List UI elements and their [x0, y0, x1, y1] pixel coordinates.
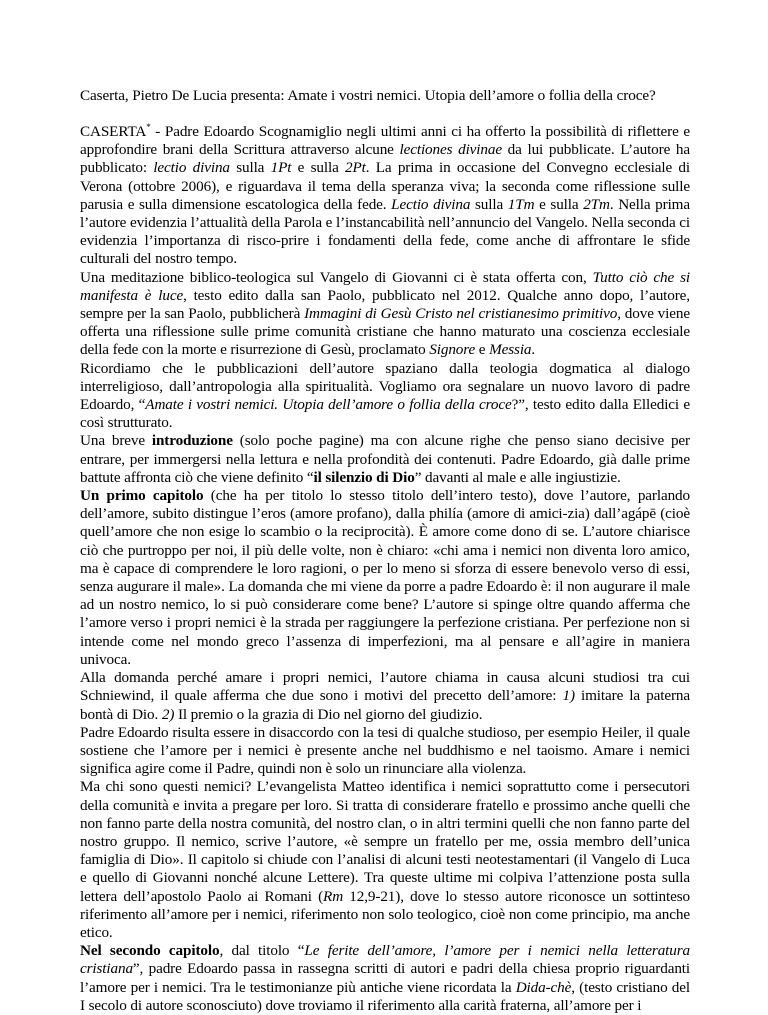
paragraph-intro: CASERTA* - Padre Edoardo Scognamiglio negli ultimi anni ci ha offerto la possibilità di riflettere e approfondire brani della Scrittura attraverso alcune lectiones divinae da lui pubblicate. L’autore ha pubblicato: lectio divina sulla 1Pt e sulla 2Pt. La prima in occasione del Convegno ecclesiale di Verona (ottobre 2006), e riguardava il tema della speranza viva; la seconda come riflessione sulle parusia e sulla dimensione escatologica della fede. Lectio divina sulla 1Tm e sulla 2Tm. Nella prima l’autore evidenzia l’attualità della Parola e l’instancabilità nell’annuncio del Vangelo. Nella seconda ci evidenzia l’importanza di risco-prire i fondamenti della fede, come anche di affrontare le sfide culturali del nostro tempo.	[80, 121, 690, 268]
paragraph-chapter-one: Un primo capitolo (che ha per titolo lo stesso titolo dell’intero testo), dove l’autore, parlando dell’amore, subito distingue l’eros (amore profano), dalla philía (amore di amici-zia) dall’agápē (cioè quell’amore che non esige lo scambio o la reciprocità). È amore come dono di se. L’autore chiarisce ciò che purtroppo per noi, il più delle volte, non è chiaro: «chi ama i nemici non diventa loro amico, ma è capace di comprendere le loro ragioni, o per lo meno si sforza di essere benevolo verso di essi, senza augurare il male». La domanda che mi viene da porre a padre Edoardo è: il non augurare il male ad un nostro nemico, lo si può considerare come bene? L’autore si spinge oltre quando afferma che l’amore verso i propri nemici è la strada per raggiungere la perfezione cristiana. Per perfezione non si intende come nel mondo greco l’assenza di imperfezioni, ma al pensare e all’agire in maniera univoca.	[80, 487, 690, 668]
paragraph-disagreement: Padre Edoardo risulta essere in disaccordo con la tesi di qualche studioso, per esempio Heiler, il quale sostiene che l’amore per i nemici è presente anche nel buddhismo e nel taoismo. Amare i nemici significa agire come il Padre, quindi non è solo un rinunciare alla violenza.	[80, 723, 690, 778]
dateline: CASERTA	[80, 123, 147, 140]
paragraph-meditation: Una meditazione biblico-teologica sul Vangelo di Giovanni ci è stata offerta con, Tutto ciò che si manifesta è luce, testo edito dalla san Paolo, pubblicato nel 2012. Qualche anno dopo, l’autore, sempre per la san Paolo, pubblicherà Immagini di Gesù Cristo nel cristianesimo primitivo, dove viene offerta una riflessione sulle prime comunità cristiane che hanno maturato una coscienza ecclesiale della fede con la morte e risurrezione di Gesù, proclamato Signore e Messia.	[80, 268, 690, 359]
article-body	[80, 123, 690, 1015]
article-title: Caserta, Pietro De Lucia presenta: Amate i vostri nemici. Utopia dell’amore o follia della croce?	[80, 87, 656, 104]
paragraph-motives: Alla domanda perché amare i propri nemici, l’autore chiama in causa alcuni studiosi tra cui Schniewind, il quale afferma che due sono i motivi del precetto dell’amore: 1) imitare la paterna bontà di Dio. 2) Il premio o la grazia di Dio nel giorno del giudizio.	[80, 669, 690, 723]
paragraph-publications: Ricordiamo che le pubblicazioni dell’autore spaziano dalla teologia dogmatica al dialogo interreligioso, dall’antropologia alla spiritualità. Vogliamo ora segnalare un nuovo lavoro di padre Edoardo, “Amate i vostri nemici. Utopia dell’amore o follia della croce?”, testo edito dalla Elledici e così strutturato.	[80, 359, 690, 432]
paragraph-enemies: Ma chi sono questi nemici? L’evangelista Matteo identifica i nemici soprattutto come i persecutori della comunità e invita a pregare per loro. Si tratta di considerare fratello e prossimo anche quelli che non fanno parte della nostra comunità, del nostro clan, o in altri termini quelli che non fanno parte del nostro gruppo. Il nemico, scrive l’autore, «è sempre un fratello per me, ossia membro dell’unica famiglia di Dio». Il capitolo si chiude con l’analisi di alcuni testi neotestamentari (il Vangelo di Luca e quello di Giovanni nonché alcune Lettere). Tra queste ultime mi colpiva l’attenzione posta sulla lettera dell’apostolo Paolo ai Romani (Rm 12,9-21), dove lo stesso autore riconosce un sottinteso riferimento all’amore per i nemici, riferimento non solo teologico, cioè non come principio, ma anche etico.	[80, 778, 690, 941]
footnote-marker: *	[146, 121, 151, 132]
paragraph-chapter-two: Nel secondo capitolo, dal titolo “Le ferite dell’amore, l’amore per i nemici nella letteratura cristiana”, padre Edoardo passa in rassegna scritti di autori e padri della chiesa proprio riguardanti l’amore per i nemici. Tra le testimonianze più antiche viene ricordata la Dida-chè, (testo cristiano del I secolo di autore sconosciuto) dove troviamo il riferimento alla carità fraterna, all’amore per i	[80, 942, 691, 1014]
paragraph-introduction: Una breve introduzione (solo poche pagine) ma con alcune righe che penso siano decisive per entrare, per immergersi nella lettura e nella profondità dei contenuti. Padre Edoardo, già dalle prime battute affronta ciò che viene definito “il silenzio di Dio” davanti al male e alle ingiustizie.	[80, 432, 690, 486]
